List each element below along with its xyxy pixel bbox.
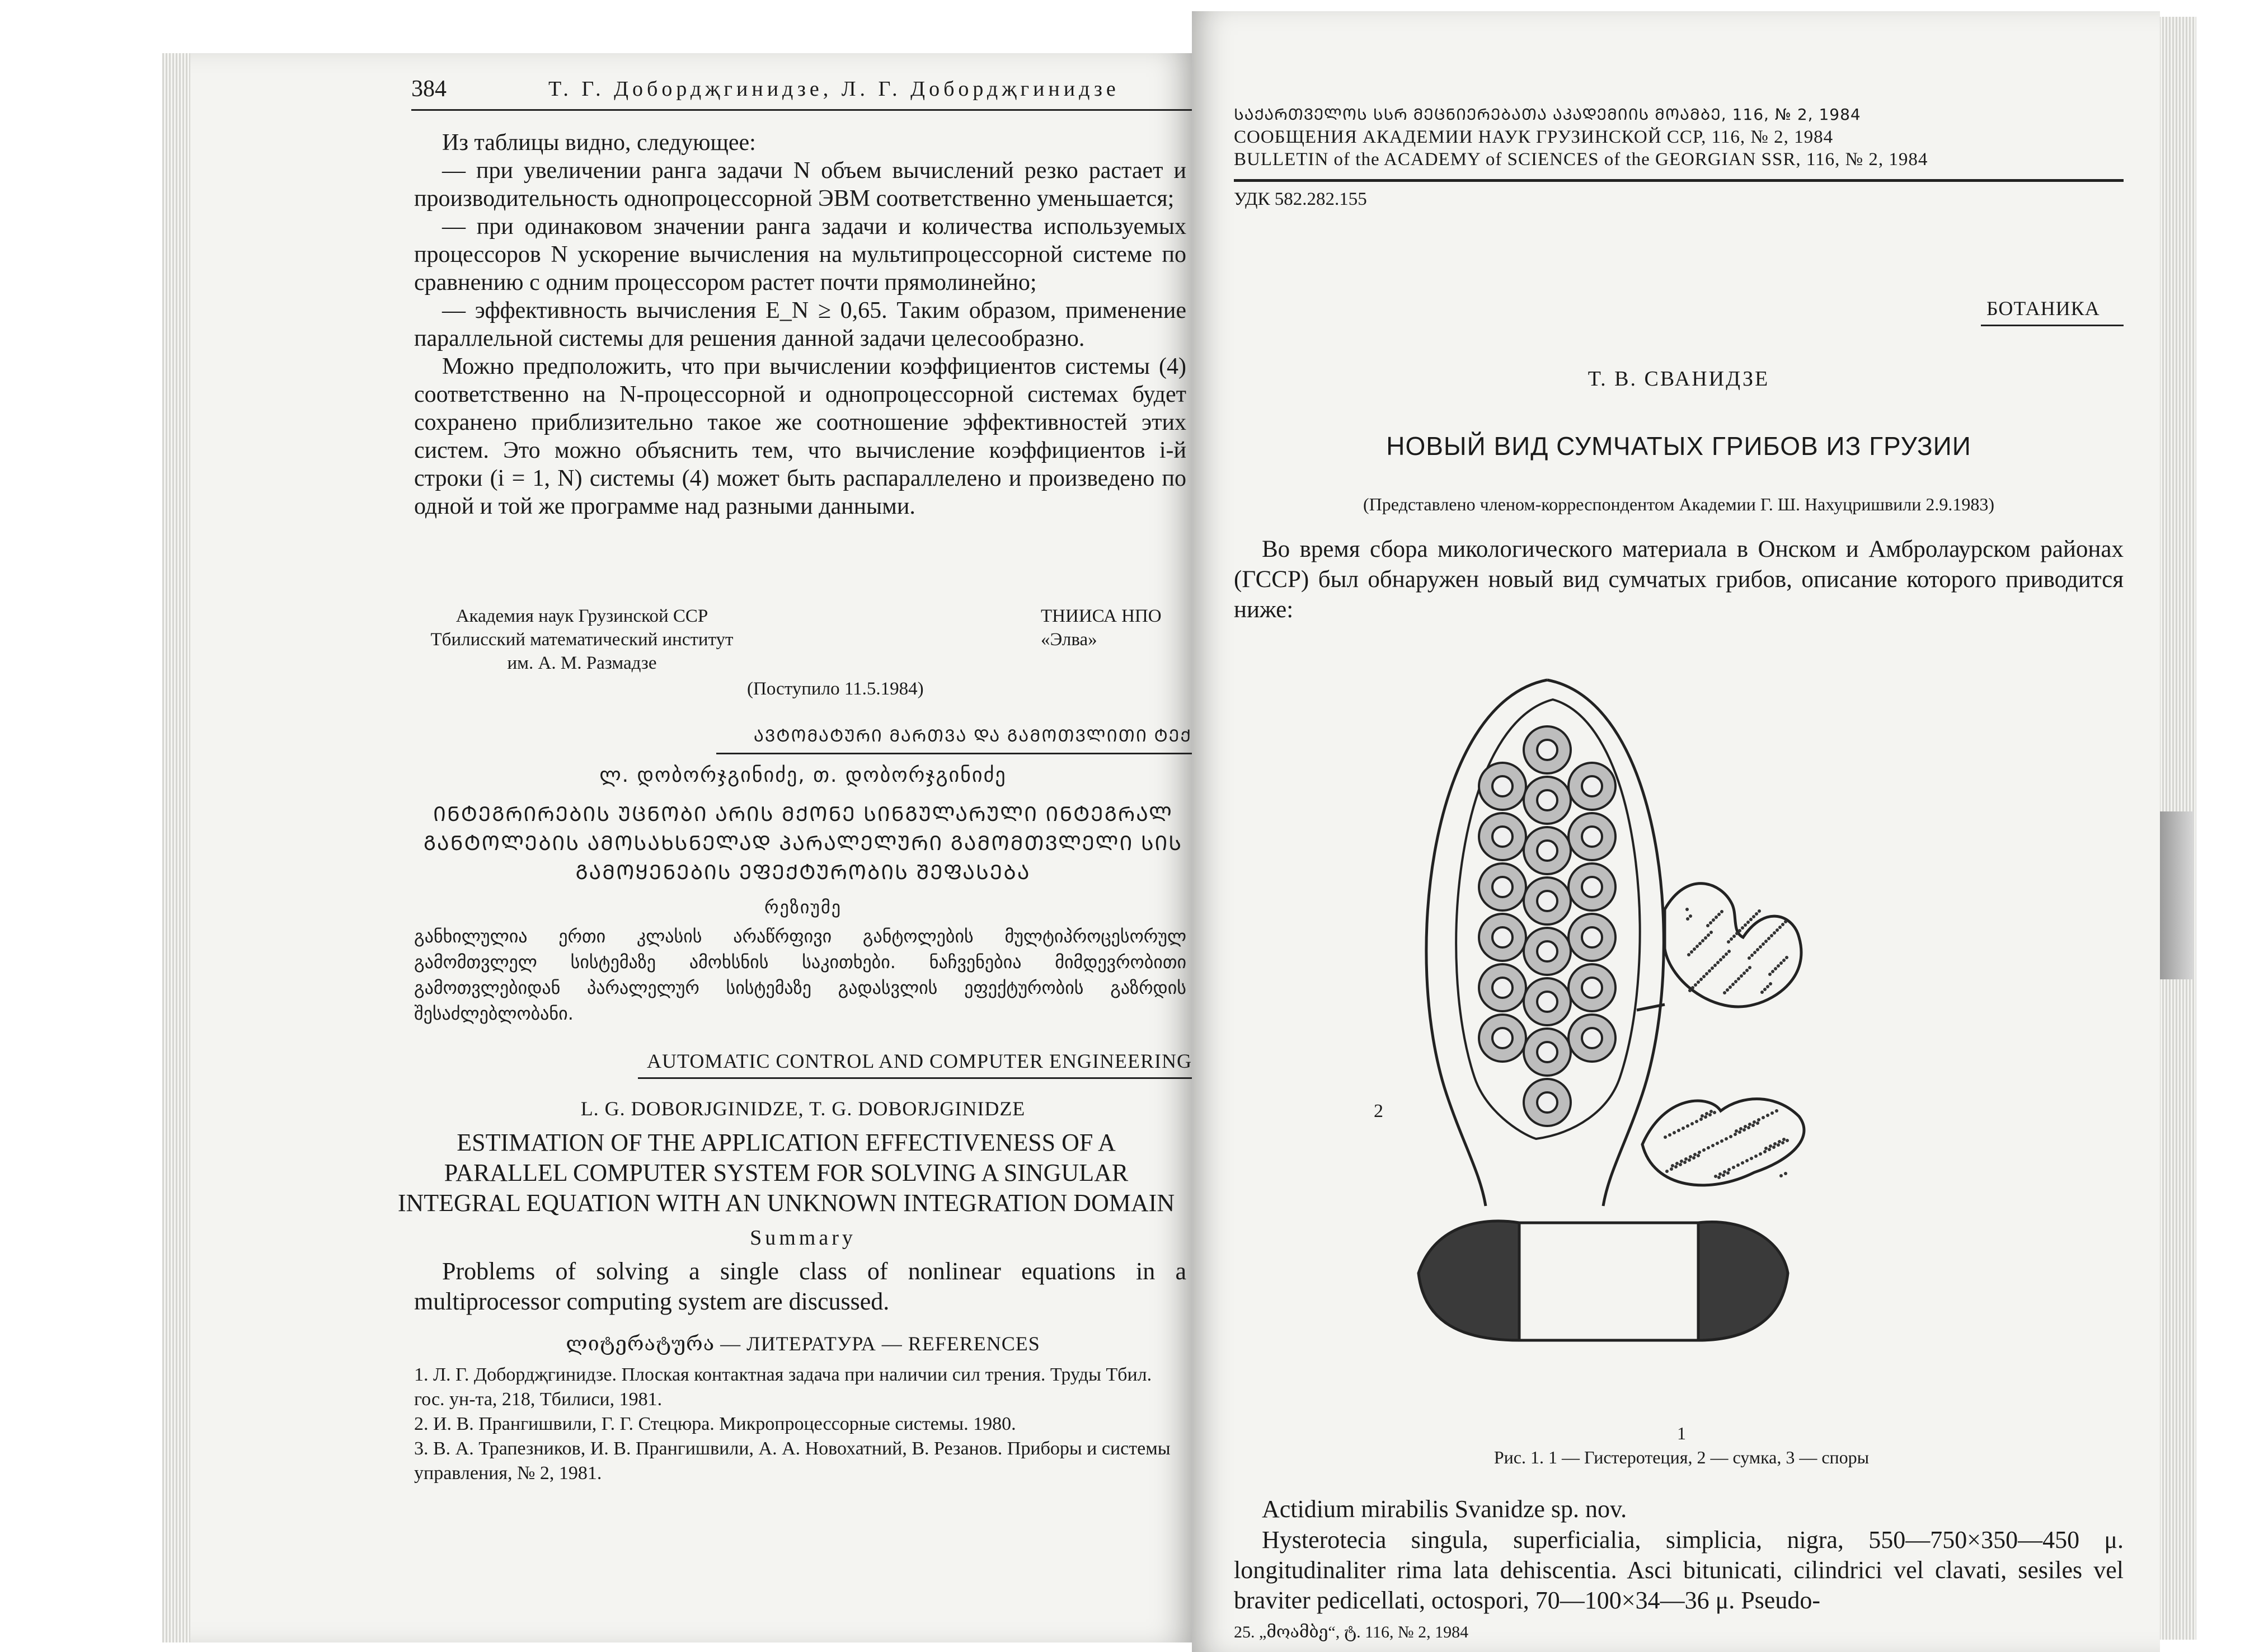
- spore-nucleus: [1582, 978, 1602, 998]
- stipple-dot: [1785, 956, 1788, 959]
- stipple-dot: [1782, 1138, 1786, 1141]
- stipple-dot: [1767, 937, 1770, 940]
- stipple-dot: [1748, 956, 1751, 960]
- reference-item: 1. Л. Г. Добордҗгинидзе. Плоская контактная задача при наличии сил трения. Труды Тбил. гос. ун-та, 218, Тбилиси, 1981.: [414, 1364, 1152, 1410]
- stipple-dot: [1707, 1146, 1710, 1149]
- stipple-dot: [1778, 1140, 1781, 1143]
- affiliation-right: ТНИИСА НПО «Элва»: [1041, 606, 1162, 650]
- stipple-dot: [1762, 942, 1765, 946]
- stipple-dot: [1697, 980, 1700, 984]
- affiliation: Академия наук Грузинской ССР Тбилисский математический институт им. А. М. Размадзе: [430, 606, 734, 673]
- stipple-dot: [1726, 1171, 1730, 1175]
- stipple-dot: [1690, 1122, 1694, 1125]
- stipple-dot: [1773, 931, 1776, 935]
- spore-nucleus: [1582, 1028, 1602, 1048]
- stipple-dot: [1764, 1147, 1768, 1150]
- spore-nucleus: [1492, 927, 1513, 947]
- stipple-dot: [1759, 1152, 1762, 1156]
- stipple-dot: [1773, 1142, 1777, 1146]
- hysterothecium-right: [1698, 1222, 1788, 1340]
- stipple-dot: [1762, 1116, 1765, 1119]
- stipple-dot: [1770, 934, 1773, 937]
- stipple-dot: [1741, 926, 1744, 930]
- stipple-dot: [1768, 1148, 1771, 1151]
- stipple-dot: [1757, 1118, 1760, 1121]
- stipple-dot: [1734, 1133, 1737, 1136]
- stipple-dot: [1686, 917, 1689, 921]
- spore-nucleus: [1537, 790, 1557, 810]
- article-title: НОВЫЙ ВИД СУМЧАТЫХ ГРИБОВ ИЗ ГРУЗИИ: [1386, 431, 1971, 461]
- stipple-dot: [1774, 967, 1777, 970]
- stipple-dot: [1776, 928, 1779, 932]
- stipple-dot: [1766, 985, 1769, 988]
- stipple-dot: [1713, 1111, 1716, 1114]
- stipple-dot: [1673, 1131, 1676, 1134]
- figure-label-1: 1: [1677, 1423, 1686, 1443]
- paragraph: — эффективность вычисления E_N ≥ 0,65. Таким образом, применение параллельной системы для решения данной задачи целесообразно.: [414, 298, 1186, 351]
- stipple-dot: [1697, 1154, 1700, 1157]
- stipple-dot: [1716, 1142, 1719, 1145]
- stipple-dot: [1687, 953, 1690, 956]
- stipple-dot: [1695, 1120, 1698, 1123]
- stipple-dot: [1690, 950, 1693, 954]
- stipple-dot: [1754, 1154, 1758, 1158]
- stipple-dot: [1744, 1125, 1747, 1128]
- page-footer: 25. „მოამბე“, ტ. 116, № 2, 1984: [1234, 1623, 1469, 1641]
- stipple-dot: [1698, 942, 1702, 945]
- hysterothecium-left: [1419, 1221, 1519, 1340]
- stipple-dot: [1727, 950, 1731, 953]
- stipple-dot: [1729, 985, 1732, 989]
- spore-nucleus: [1492, 776, 1513, 796]
- stipple-dot: [1685, 908, 1689, 911]
- stipple-dot: [1738, 1130, 1741, 1134]
- stipple-dot: [1693, 947, 1696, 951]
- stipple-dot: [1706, 924, 1709, 927]
- stipple-dot: [1708, 1113, 1712, 1116]
- stipple-dot: [1691, 986, 1694, 989]
- spore-nucleus: [1492, 827, 1513, 847]
- english-title: ESTIMATION OF THE APPLICATION EFFECTIVENESS OF A PARALLEL COMPUTER SYSTEM FOR SOLVING A SINGULAR INTEGRAL EQUATION WITH AN UNKNOWN INTEGRATION DOMAIN: [397, 1129, 1175, 1217]
- stipple-dot: [1717, 913, 1721, 916]
- udk: УДК 582.282.155: [1234, 189, 1367, 209]
- stipple-dot: [1668, 1133, 1671, 1137]
- spore-nucleus: [1537, 841, 1557, 861]
- stipple-dot: [1719, 958, 1722, 961]
- references-heading: ლიტერატურა — ЛИТЕРАТУРА — REFERENCES: [566, 1332, 1040, 1355]
- section-rule: [1981, 325, 2124, 326]
- stipple-dot: [1775, 1109, 1778, 1113]
- stipple-dot: [1755, 912, 1758, 916]
- stipple-dot: [1779, 1174, 1783, 1177]
- stipple-dot: [1747, 1126, 1750, 1129]
- presented-note: (Представлено членом-корреспондентом Академии Г. Ш. Нахуцришвили 2.9.1983): [1363, 494, 1994, 514]
- georgian-summary-label: რეზიუმე: [764, 897, 842, 918]
- stipple-dot: [1702, 1148, 1706, 1152]
- stipple-dot: [1777, 1143, 1780, 1147]
- stipple-dot: [1737, 977, 1740, 980]
- spore-nucleus: [1537, 891, 1557, 911]
- paragraph: Можно предположить, что при вычислении коэффициентов системы (4) соответственно на N-процессорной и однопроцессорной системах будет сохранено приблизительно такое же соотношение эффективностей этих систем. Это можно объяснить тем, что вычисление коэффициентов i-й строки (i = 1, N) системы (4) может быть распараллелено и произведено по одной и той же программе над разными данными.: [414, 354, 1186, 519]
- intro-text: Во время сбора микологического материала в Онском и Амбролаурском районах (ГССР) был обнаружен новый вид сумчатых грибов, описание которого приводится ниже:: [1234, 536, 2124, 623]
- summary-label: Summary: [750, 1226, 856, 1250]
- stipple-dot: [1758, 909, 1761, 913]
- species-name: Actidium mirabilis Svanidze sp. nov.: [1262, 1495, 1627, 1523]
- stipple-dot: [1684, 1157, 1688, 1161]
- stipple-dot: [1707, 933, 1710, 937]
- stipple-dot: [1756, 948, 1759, 951]
- stipple-dot: [1729, 1135, 1732, 1138]
- stipple-dot: [1705, 1112, 1708, 1115]
- stipple-dot: [1665, 1170, 1669, 1173]
- reference-item: 2. И. В. Прангишвили, Г. Г. Стецюра. Микропроцессорные системы. 1980.: [414, 1414, 1016, 1434]
- stipple-dot: [1739, 1127, 1743, 1130]
- stipple-dot: [1723, 991, 1726, 994]
- fungus-illustration: [1351, 669, 1911, 1407]
- stipple-dot: [1750, 954, 1754, 957]
- stipple-dot: [1711, 966, 1714, 970]
- stipple-dot: [1688, 1158, 1691, 1162]
- stipple-dot: [1743, 972, 1746, 975]
- stipple-dot: [1682, 1127, 1685, 1130]
- stipple-dot: [1726, 988, 1729, 992]
- stipple-dot: [1759, 945, 1762, 949]
- stipple-dot: [1693, 1153, 1697, 1156]
- stipple-dot: [1720, 910, 1723, 913]
- spore-nucleus: [1582, 776, 1602, 796]
- spore-nucleus: [1492, 1028, 1513, 1048]
- stipple-dot: [1768, 973, 1772, 976]
- paragraph: Из таблицы видно, следующее:: [442, 130, 756, 156]
- species-description: Hysterotecia singula, superficialia, simplicia, nigra, 550—750×350—450 μ. longitudinaliter rima lata dehiscentia. Asci bitunicati, cilindrici vel clavati, sesiles vel braviter pedicellati, octospori, 70—100×34—36 μ. Pseudo-: [1234, 1526, 2124, 1614]
- stipple-dot: [1705, 972, 1708, 975]
- stipple-dot: [1722, 1174, 1725, 1177]
- reference-item: 3. В. А. Трапезников, И. В. Прангишвили, А. А. Новохатний, В. Резанов. Приборы и системы управления, № 2, 1981.: [414, 1438, 1171, 1484]
- spore-nucleus: [1537, 740, 1557, 760]
- received-date: (Поступило 11.5.1984): [747, 679, 924, 699]
- stipple-dot: [1709, 921, 1712, 924]
- stipple-dot: [1712, 918, 1715, 922]
- stipple-dot: [1770, 1111, 1774, 1115]
- stipple-dot: [1763, 1150, 1767, 1153]
- stipple-dot: [1772, 1146, 1776, 1149]
- stipple-dot: [1683, 1161, 1687, 1164]
- stipple-dot: [1679, 1163, 1682, 1166]
- figure-caption: Рис. 1. 1 — Гистеротеция, 2 — сумка, 3 — споры: [1493, 1447, 1870, 1467]
- stipple-dot: [1771, 970, 1774, 973]
- stipple-dot: [1709, 931, 1713, 934]
- georgian-authors: ლ. დობორჯგინიძე, თ. დობორჯგინიძე: [599, 764, 1007, 787]
- english-authors: L. G. DOBORJGINIDZE, T. G. DOBORJGINIDZE: [580, 1097, 1026, 1120]
- stipple-dot: [1715, 916, 1718, 919]
- stipple-dot: [1779, 961, 1783, 965]
- stipple-dot: [1704, 936, 1707, 940]
- spore-nucleus: [1492, 877, 1513, 897]
- stipple-dot: [1718, 1172, 1722, 1176]
- stipple-dot: [1689, 1155, 1692, 1158]
- section-title: БОТАНИКА: [1986, 297, 2100, 320]
- stipple-dot: [1688, 989, 1692, 992]
- spore-nucleus: [1582, 927, 1602, 947]
- stipple-dot: [1784, 1172, 1787, 1175]
- stipple-dot: [1699, 978, 1703, 981]
- stipple-dot: [1692, 1156, 1696, 1160]
- stipple-dot: [1751, 1124, 1755, 1127]
- stipple-dot: [1744, 923, 1747, 927]
- stipple-dot: [1671, 1164, 1674, 1167]
- stipple-dot: [1753, 951, 1756, 954]
- georgian-section: ᲐᲕᲢᲝᲛᲐᲢᲣᲠᲘ ᲛᲐᲠᲗᲕᲐ ᲓᲐ ᲒᲐᲛᲝᲗᲕᲚᲘᲗᲘ ᲢᲔᲥ: [753, 726, 1192, 746]
- stipple-dot: [1748, 966, 1751, 969]
- stipple-dot: [1694, 983, 1697, 987]
- bulletin-header: ᲡᲐᲥᲐᲠᲗᲕᲔᲚᲝᲡ ᲡᲡᲠ ᲛᲔᲪᲜᲘᲔᲠᲔᲑᲐᲗᲐ ᲐᲙᲐᲓᲔᲛᲘᲘᲡ ᲛᲝᲐᲛᲑᲔ, 116, № 2, 1984 СООБЩЕНИЯ АКАДЕМИИ НАУК ГРУЗИНСКОЙ ССР, 116, № 2, 1984 BULLETIN of the ACADEMY of SCIENCES of the GEORGIAN SSR, 116, № 2, 1984: [1234, 105, 1928, 170]
- stipple-dot: [1708, 969, 1711, 973]
- stipple-dot: [1781, 923, 1784, 926]
- stipple-dot: [1764, 940, 1768, 943]
- spore-nucleus: [1537, 941, 1557, 961]
- stipple-dot: [1698, 1151, 1701, 1154]
- summary-text: Problems of solving a single class of nonlinear equations in a multiprocessor computing system are discussed.: [414, 1257, 1186, 1315]
- stipple-dot: [1730, 937, 1733, 941]
- left-page: [190, 53, 1192, 1642]
- stipple-dot: [1777, 964, 1780, 968]
- references: [414, 1363, 1186, 1486]
- stipple-dot: [1732, 935, 1736, 938]
- stipple-dot: [1722, 955, 1725, 959]
- stipple-dot: [1727, 940, 1730, 944]
- stipple-dot: [1753, 1120, 1756, 1124]
- hysterothecium-body: [1519, 1223, 1698, 1340]
- stipple-dot: [1699, 1118, 1703, 1121]
- spore-nucleus: [1537, 1092, 1557, 1113]
- stipple-dot: [1709, 1110, 1713, 1113]
- stipple-dot: [1786, 1139, 1789, 1142]
- georgian-summary: განხილულია ერთი კლასის არაწრფივი განტოლების მულტიპროცესორულ გამომთვლელ სისტემაზე ამოხსნის საკითხები. ნაჩვენებია მიმდევრობითი გამოთვლებიდან პარალელურ სისტემაზე გადასვლის ეფექტურობის გაზრდის შესაძლებლობანი.: [414, 926, 1186, 1024]
- spore-nucleus: [1492, 978, 1513, 998]
- stipple-dot: [1750, 1157, 1753, 1160]
- stipple-dot: [1746, 921, 1750, 924]
- stipple-dot: [1738, 929, 1741, 932]
- stipple-dot: [1752, 915, 1755, 918]
- stipple-dot: [1731, 983, 1735, 986]
- stipple-dot: [1756, 1121, 1759, 1125]
- author: Т. В. СВАНИДЗЕ: [1588, 367, 1770, 391]
- stipple-dot: [1745, 1159, 1749, 1162]
- stipple-dot: [1760, 991, 1764, 994]
- stipple-dot: [1696, 945, 1699, 948]
- stipple-dot: [1782, 959, 1786, 962]
- stipple-dot: [1748, 1123, 1751, 1126]
- stipple-dot: [1769, 982, 1772, 985]
- stipple-dot: [1743, 1128, 1746, 1132]
- spore-nucleus: [1537, 992, 1557, 1012]
- paragraph: — при одинаковом значении ранга задачи и количества используемых процессоров N ускорение вычисления на мультипроцессорной системе по сравнению с одним процессором растет почти прямолинейно;: [414, 214, 1186, 295]
- page-number: 384: [411, 76, 447, 102]
- stipple-dot: [1725, 952, 1728, 956]
- section-rule: [638, 1077, 1192, 1079]
- stipple-dot: [1701, 1114, 1704, 1118]
- stipple-dot: [1675, 1162, 1679, 1165]
- stipple-dot: [1677, 1129, 1680, 1132]
- stipple-dot: [1717, 1176, 1721, 1179]
- stipple-dot: [1720, 1139, 1723, 1143]
- stipple-dot: [1732, 1166, 1735, 1169]
- stipple-dot: [1723, 1170, 1726, 1174]
- stipple-dot: [1745, 969, 1749, 972]
- paragraph: — при увеличении ранга задачи N объем вычислений резко растает и производительность однопроцессорной ЭВМ соответственно уменьшается;: [414, 158, 1186, 212]
- stipple-dot: [1689, 914, 1692, 918]
- stipple-dot: [1727, 1168, 1731, 1171]
- stipple-dot: [1702, 975, 1706, 978]
- stipple-dot: [1714, 1175, 1717, 1178]
- spore-upper: [1665, 884, 1801, 1007]
- section-rule: [716, 753, 1192, 754]
- stipple-dot: [1713, 964, 1717, 967]
- stipple-dot: [1674, 1165, 1678, 1168]
- spore-nucleus: [1537, 1042, 1557, 1062]
- stipple-dot: [1766, 1114, 1769, 1117]
- stipple-dot: [1735, 932, 1739, 935]
- body-text: [414, 129, 1186, 520]
- header-rule: [1234, 179, 2124, 182]
- stipple-dot: [1763, 988, 1767, 991]
- running-header: Т. Г. Добордҗгинидзе, Л. Г. Добордҗгинидзе: [548, 77, 1120, 101]
- stipple-dot: [1734, 980, 1737, 983]
- spore-nucleus: [1582, 877, 1602, 897]
- stipple-dot: [1670, 1167, 1673, 1171]
- stipple-dot: [1749, 918, 1753, 921]
- stipple-dot: [1784, 920, 1787, 923]
- stipple-dot: [1740, 974, 1743, 978]
- stipple-dot: [1736, 1163, 1740, 1167]
- stipple-dot: [1735, 1129, 1738, 1133]
- stipple-dot: [1741, 1161, 1744, 1165]
- stipple-dot: [1680, 1160, 1683, 1163]
- stipple-dot: [1686, 1124, 1689, 1128]
- stipple-dot: [1725, 1137, 1728, 1141]
- figure-label-2: 2: [1374, 1101, 1383, 1121]
- stipple-dot: [1711, 1144, 1715, 1147]
- stipple-dot: [1769, 1144, 1772, 1148]
- spore-nucleus: [1582, 827, 1602, 847]
- stipple-dot: [1781, 1141, 1784, 1144]
- stipple-dot: [1664, 1135, 1667, 1139]
- english-section: AUTOMATIC CONTROL AND COMPUTER ENGINEERING: [647, 1050, 1192, 1072]
- header-rule: [411, 109, 1192, 111]
- stipple-dot: [1778, 926, 1782, 929]
- stipple-dot: [1716, 961, 1720, 964]
- stipple-dot: [1704, 1115, 1707, 1119]
- georgian-title: ᲘᲜᲢᲔᲒᲠᲘᲠᲔᲑᲘᲡ ᲣᲪᲜᲝᲑᲘ ᲐᲠᲘᲡ ᲛᲥᲝᲜᲔ ᲡᲘᲜᲒᲣᲚᲐᲠᲣᲚᲘ ᲘᲜᲢᲔᲒᲠᲐᲚ ᲒᲐᲜᲢᲝᲚᲔᲑᲘᲡ ᲐᲛᲝᲡᲐᲮᲡᲜᲔᲚᲐᲓ ᲞᲐᲠᲐᲚᲔᲚᲣᲠᲘ ᲒᲐᲛᲝᲛᲗᲕᲚᲔᲚᲘ ᲡᲘᲡ ᲒᲐᲛᲝᲧᲔᲜᲔᲑᲘᲡ ᲔᲤᲔᲥᲢᲣᲠᲝᲑᲘᲡ ᲨᲔᲤᲐᲡᲔᲑᲐ: [423, 803, 1183, 884]
- stipple-dot: [1701, 939, 1704, 942]
